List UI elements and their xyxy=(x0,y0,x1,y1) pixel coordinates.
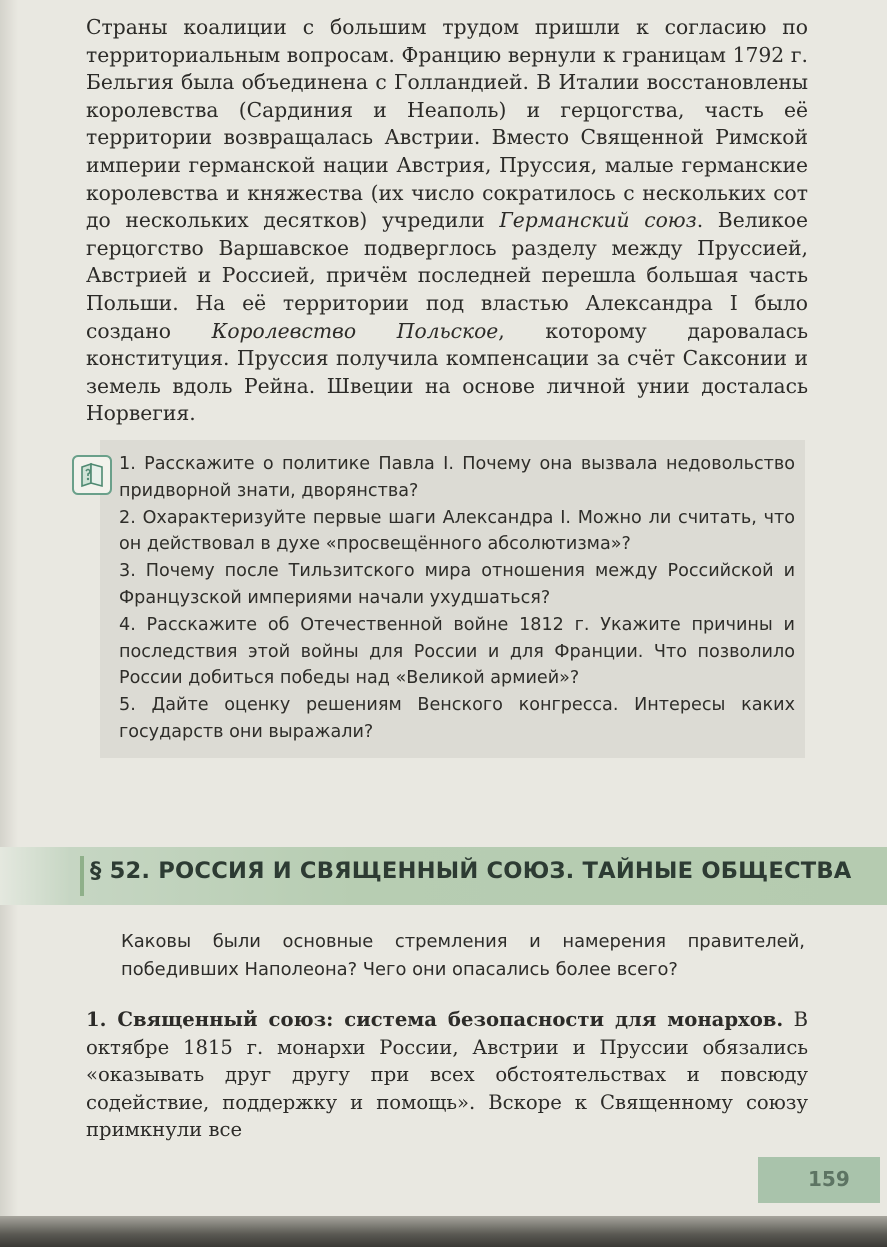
question-item: 3. Почему после Тильзитского мира отношения между Российской и Французской империями начали ухудшаться? xyxy=(119,561,795,608)
paragraph-text-1: Страны коалиции с большим трудом пришли к согласию по территориальным вопросам. Францию вернули к границам 1792 г. Бельгия была объединена с Голландией. В Италии восстановлены королевства (Сардиния и Неаполь) и герцогства, часть её территории возвращалась Австрии. Вместо Священной Римской империи германской нации Австрия, Пруссия, малые германские королевства и княжества (их число сократилось с нескольких сот до нескольких десятков) учредили xyxy=(86,15,808,233)
questions-list xyxy=(119,451,795,746)
questions-icon xyxy=(72,455,112,495)
page-number: 159 xyxy=(808,1167,850,1191)
question-item: 1. Расскажите о политике Павла I. Почему она вызвала недовольство придворной знати, дворянства? xyxy=(119,454,795,501)
question-item: 4. Расскажите об Отечественной войне 1812 г. Укажите причины и последствия этой войны для России и для Франции. Что позволило России добиться победы над «Великой армией»? xyxy=(119,614,795,689)
paragraph-text-3: , которому даровалась конституция. Пруссия получила компенсации за счёт Саксонии и земель вдоль Рейна. Швеции на основе личной унии досталась Норвегия. xyxy=(86,318,808,426)
paragraph-coalition xyxy=(86,14,808,428)
intro-question: Каковы были основные стремления и намерения правителей, победивших Наполеона? Чего они опасались более всего? xyxy=(121,931,805,980)
term-german-confederation: Германский союз xyxy=(499,208,697,233)
question-item: 2. Охарактеризуйте первые шаги Александра I. Можно ли считать, что он действовал в духе «просвещённого абсолютизма»? xyxy=(119,507,795,555)
section-paragraph xyxy=(86,1006,808,1144)
question-item: 5. Дайте оценку решениям Венского конгресса. Интересы каких государств они выражали? xyxy=(119,695,795,742)
section-heading: § 52. РОССИЯ И СВЯЩЕННЫЙ СОЮЗ. ТАЙНЫЕ ОБЩЕСТВА xyxy=(90,858,852,884)
subsection-title: 1. Священный союз: система безопасности для монархов. xyxy=(86,1008,784,1031)
page-bottom-shadow xyxy=(0,1216,887,1247)
heading-accent-bar xyxy=(80,856,84,896)
paragraph-text-2: . Великое герцогство Варшавское подверглось разделу между Пруссией, Австрией и Россией, причём последней перешла большая часть Польши. На её территории под властью Александра I было создано xyxy=(86,208,809,343)
subsection-text: В октябре 1815 г. монархи России, Австрии и Пруссии обязались «оказывать друг другу при всех обстоятельствах и повсюду содействие, поддержку и помощь». Вскоре к Священному союзу примкнули все xyxy=(86,1008,808,1142)
page-edge xyxy=(0,0,18,1247)
term-kingdom-of-poland: Королевство Польское xyxy=(211,318,499,343)
